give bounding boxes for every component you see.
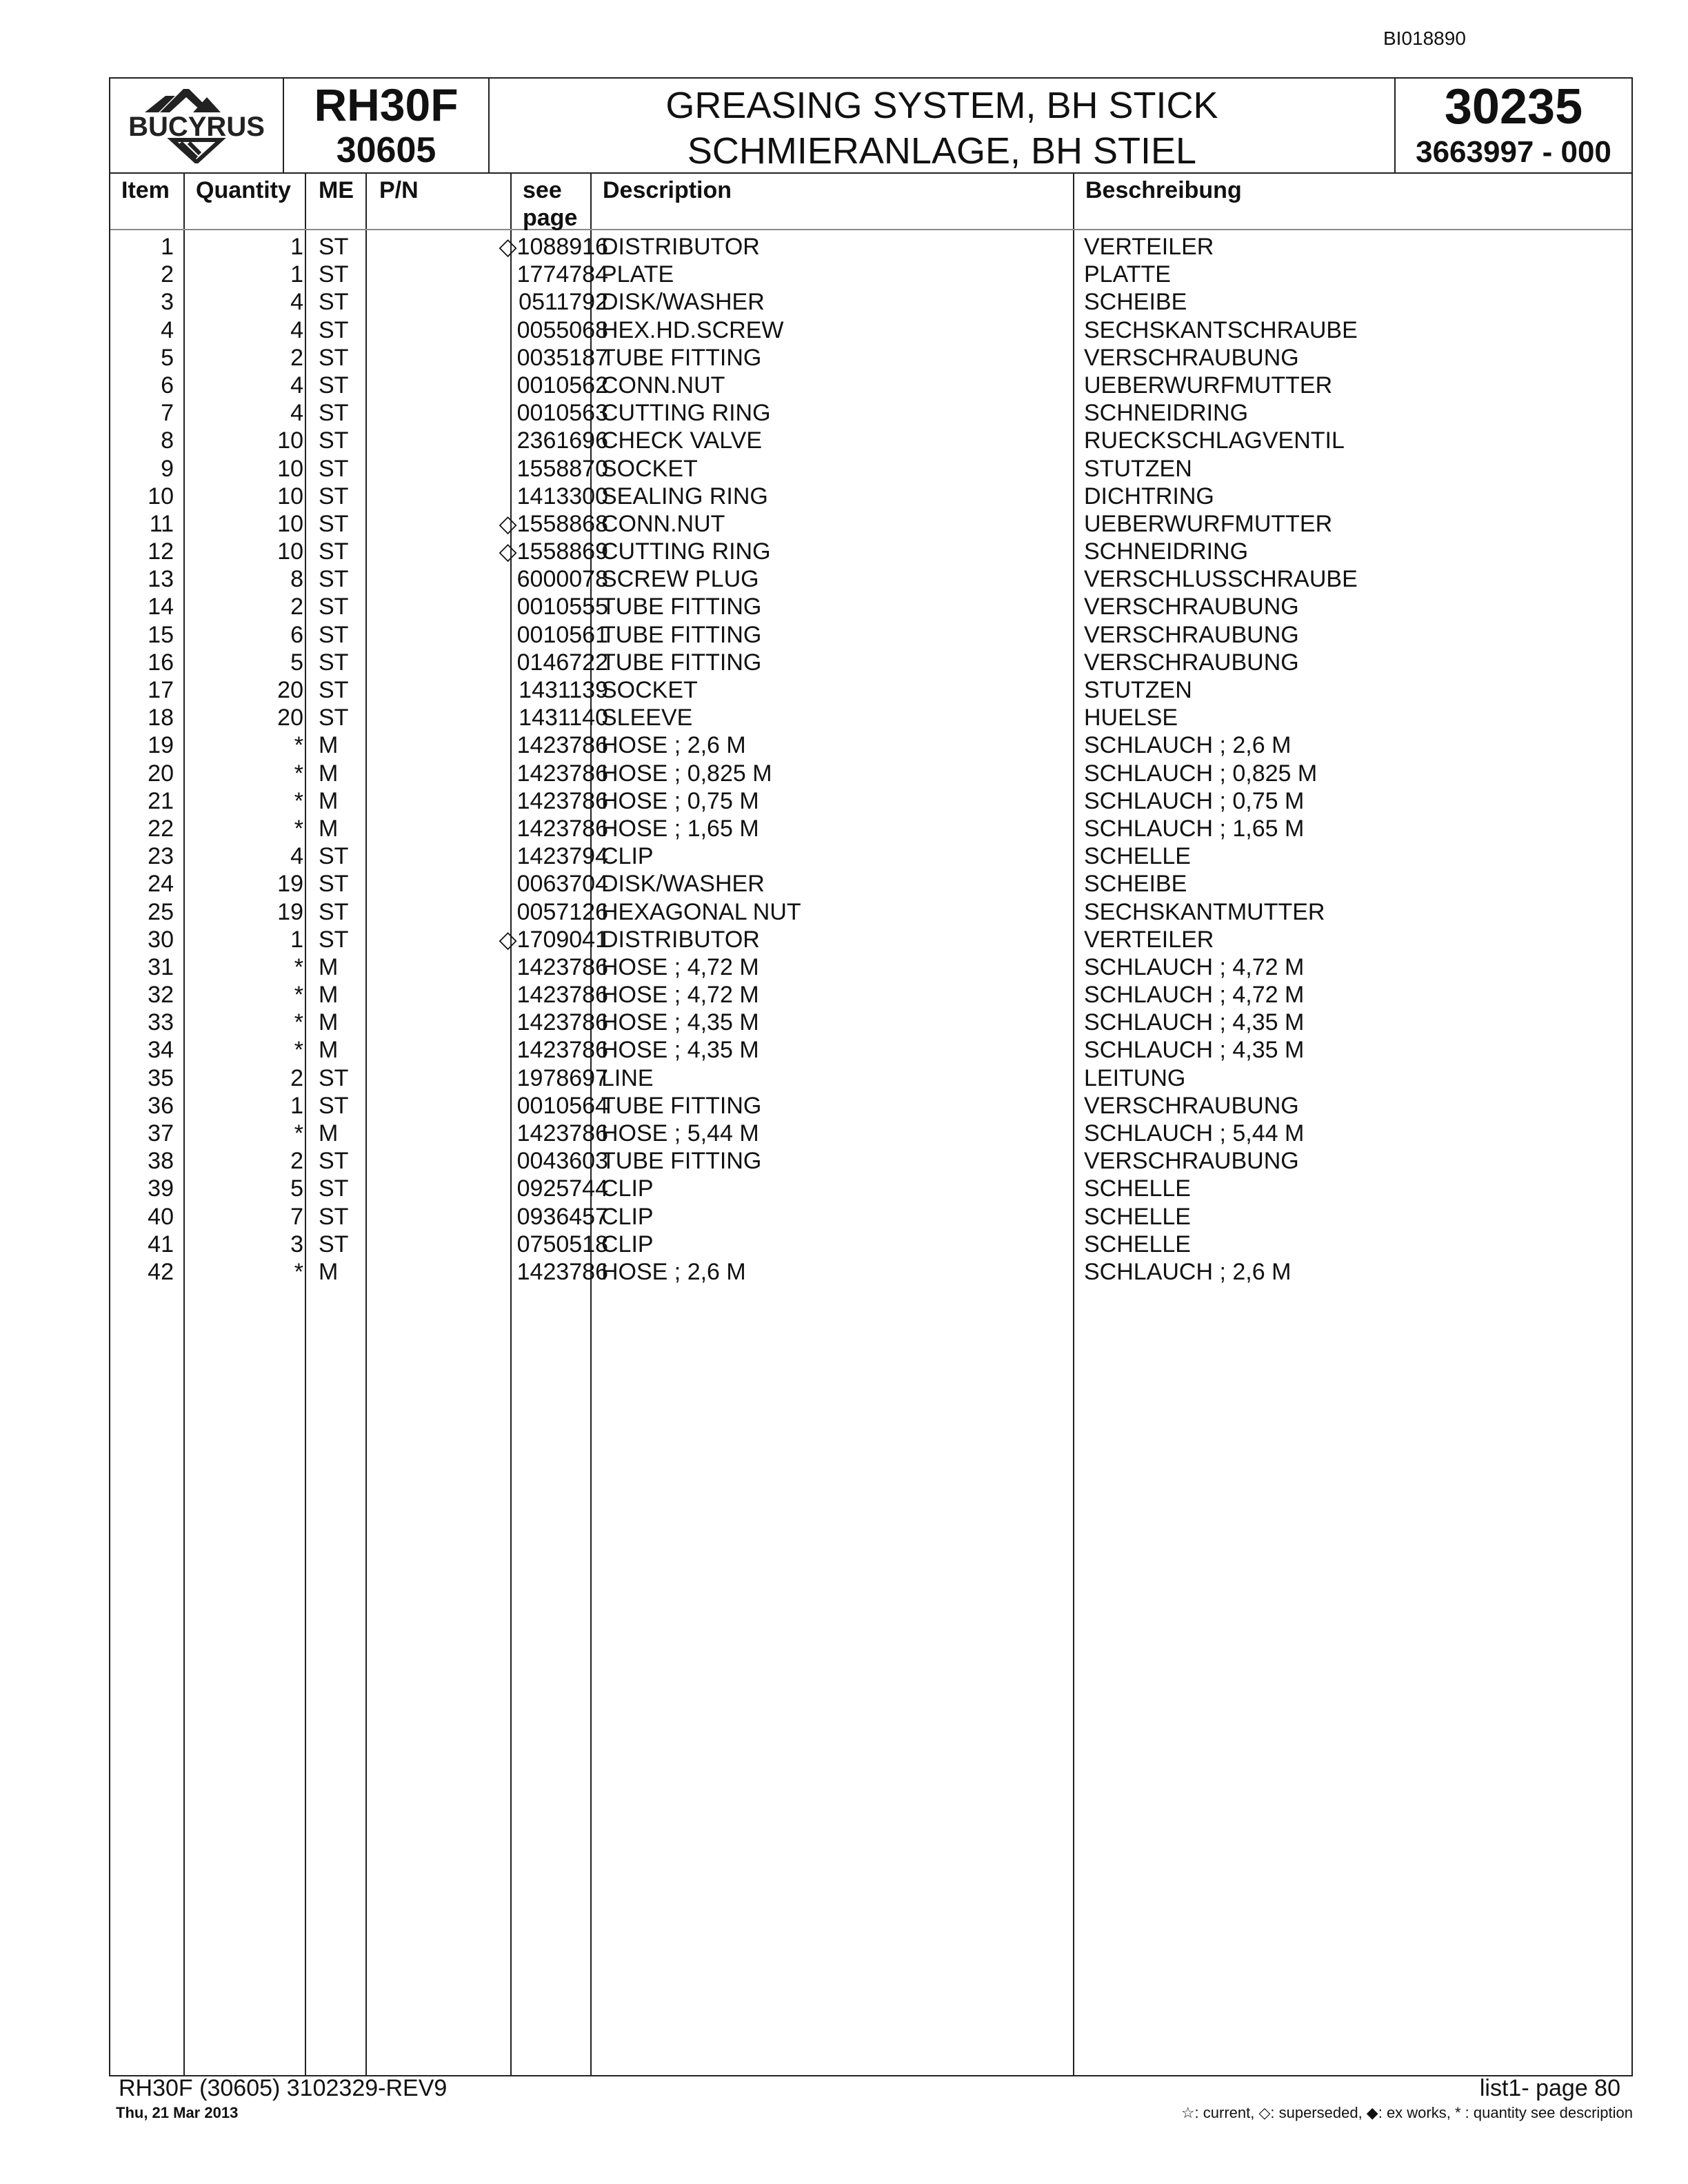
quantity-cell: 2 bbox=[290, 344, 303, 371]
quantity-cell: 2 bbox=[290, 594, 303, 620]
bucyrus-logo-icon bbox=[117, 88, 276, 163]
part-number-cell: 0010561 bbox=[516, 621, 608, 648]
part-number-cell: 2361696 bbox=[516, 427, 608, 454]
part-number-cell: 1413300 bbox=[516, 483, 608, 509]
item-cell: 16 bbox=[148, 649, 174, 676]
header-box bbox=[109, 77, 1633, 174]
table-row bbox=[110, 787, 1631, 815]
table-row bbox=[110, 1231, 1631, 1258]
quantity-cell: 4 bbox=[290, 316, 303, 343]
table-row bbox=[110, 399, 1631, 427]
item-cell: 2 bbox=[161, 261, 174, 288]
me-cell: M bbox=[319, 1009, 339, 1036]
quantity-cell: 6 bbox=[290, 621, 303, 648]
part-number-cell: 1774784 bbox=[516, 261, 608, 288]
quantity-cell: 4 bbox=[290, 843, 303, 870]
quantity-cell: * bbox=[294, 1120, 303, 1146]
beschreibung-cell: SCHLAUCH ; 4,72 M bbox=[1084, 953, 1305, 980]
table-row bbox=[110, 1147, 1631, 1175]
me-cell: M bbox=[319, 953, 339, 980]
footer-date: Thu, 21 Mar 2013 bbox=[116, 2104, 239, 2121]
description-cell: HOSE ; 4,72 M bbox=[601, 982, 759, 1009]
item-cell: 7 bbox=[161, 400, 174, 427]
quantity-cell: * bbox=[294, 953, 303, 980]
description-cell: DISK/WASHER bbox=[601, 871, 765, 898]
quantity-cell: 4 bbox=[290, 289, 303, 316]
me-cell: ST bbox=[319, 1092, 349, 1119]
beschreibung-cell: SCHLAUCH ; 1,65 M bbox=[1084, 815, 1305, 842]
part-number-cell: 0146722 bbox=[516, 649, 608, 676]
table-row bbox=[110, 1064, 1631, 1092]
beschreibung-cell: SCHEIBE bbox=[1084, 289, 1187, 316]
item-cell: 22 bbox=[148, 815, 174, 842]
column-header-see: see bbox=[523, 177, 562, 203]
group-number: 30235 bbox=[1444, 79, 1583, 134]
description-cell: HOSE ; 0,75 M bbox=[601, 787, 759, 814]
item-cell: 18 bbox=[148, 705, 174, 731]
description-cell: DISK/WASHER bbox=[601, 289, 765, 316]
quantity-cell: 20 bbox=[277, 705, 303, 731]
description-cell: CUTTING RING bbox=[601, 400, 771, 427]
table-row bbox=[110, 233, 1631, 261]
document-id: BI018890 bbox=[1383, 28, 1466, 49]
title-german: SCHMIERANLAGE, BH STIEL bbox=[687, 130, 1197, 172]
part-number-cell: 0063704 bbox=[516, 871, 608, 898]
item-cell: 11 bbox=[149, 510, 174, 537]
item-cell: 15 bbox=[148, 621, 174, 648]
me-cell: ST bbox=[319, 677, 349, 703]
description-cell: HEX.HD.SCREW bbox=[601, 316, 784, 343]
me-cell: ST bbox=[319, 594, 349, 620]
part-number-cell: 1423786 bbox=[516, 1120, 608, 1146]
table-row bbox=[110, 870, 1631, 898]
item-cell: 10 bbox=[148, 483, 174, 509]
beschreibung-cell: DICHTRING bbox=[1084, 483, 1214, 509]
table-row bbox=[110, 815, 1631, 842]
part-number-cell: 1978697 bbox=[516, 1064, 608, 1091]
model-number: 30605 bbox=[336, 130, 436, 170]
quantity-cell: 10 bbox=[277, 427, 303, 454]
me-cell: ST bbox=[319, 871, 349, 898]
me-cell: ST bbox=[319, 400, 349, 427]
table-row bbox=[110, 953, 1631, 981]
beschreibung-cell: SCHLAUCH ; 4,72 M bbox=[1084, 982, 1305, 1009]
beschreibung-cell: SCHNEIDRING bbox=[1084, 400, 1249, 427]
me-cell: ST bbox=[319, 926, 349, 953]
me-cell: ST bbox=[319, 455, 349, 482]
me-cell: ST bbox=[319, 261, 349, 288]
table-row bbox=[110, 565, 1631, 593]
part-number-cell: 1423786 bbox=[516, 1037, 608, 1064]
description-cell: HOSE ; 4,72 M bbox=[601, 953, 759, 980]
item-cell: 24 bbox=[148, 871, 174, 898]
beschreibung-cell: UEBERWURFMUTTER bbox=[1084, 510, 1333, 537]
column-header-see-page bbox=[523, 176, 577, 232]
table-row bbox=[110, 1092, 1631, 1120]
part-number-cell: 6000078 bbox=[516, 566, 608, 593]
quantity-cell: 19 bbox=[277, 871, 303, 898]
me-cell: ST bbox=[319, 649, 349, 676]
item-cell: 8 bbox=[161, 427, 174, 454]
quantity-cell: * bbox=[294, 1258, 303, 1285]
table-row bbox=[110, 649, 1631, 676]
table-row bbox=[110, 760, 1631, 787]
quantity-cell: * bbox=[294, 1009, 303, 1036]
me-cell: ST bbox=[319, 372, 349, 398]
item-cell: 1 bbox=[161, 234, 174, 260]
me-cell: ST bbox=[319, 234, 349, 260]
parts-table bbox=[109, 174, 1633, 2076]
beschreibung-cell: VERSCHRAUBUNG bbox=[1084, 1148, 1299, 1175]
me-cell: ST bbox=[319, 1203, 349, 1230]
description-cell: SEALING RING bbox=[601, 483, 768, 509]
part-number-cell: 1423786 bbox=[516, 953, 608, 980]
beschreibung-cell: VERTEILER bbox=[1084, 234, 1214, 260]
me-cell: ST bbox=[319, 1231, 349, 1257]
part-number-cell: 0925744 bbox=[516, 1175, 608, 1202]
table-row bbox=[110, 1120, 1631, 1147]
item-cell: 9 bbox=[161, 455, 174, 482]
part-number-cell: ◇1088916 bbox=[499, 234, 608, 260]
quantity-cell: * bbox=[294, 787, 303, 814]
table-row bbox=[110, 704, 1631, 731]
beschreibung-cell: VERSCHRAUBUNG bbox=[1084, 649, 1299, 676]
item-cell: 31 bbox=[148, 953, 174, 980]
beschreibung-cell: SCHLAUCH ; 2,6 M bbox=[1084, 1258, 1292, 1285]
description-cell: TUBE FITTING bbox=[601, 621, 762, 648]
description-cell: HOSE ; 1,65 M bbox=[601, 815, 759, 842]
description-cell: CLIP bbox=[601, 1203, 654, 1230]
item-cell: 39 bbox=[148, 1175, 174, 1202]
quantity-cell: 4 bbox=[290, 372, 303, 398]
quantity-cell: 8 bbox=[290, 566, 303, 593]
description-cell: CLIP bbox=[601, 1231, 654, 1257]
quantity-cell: 2 bbox=[290, 1064, 303, 1091]
title-block bbox=[490, 79, 1396, 172]
table-row bbox=[110, 427, 1631, 454]
description-cell: SLEEVE bbox=[601, 705, 693, 731]
beschreibung-cell: RUECKSCHLAGVENTIL bbox=[1084, 427, 1345, 454]
description-cell: CHECK VALVE bbox=[601, 427, 763, 454]
beschreibung-cell: STUTZEN bbox=[1084, 455, 1192, 482]
me-cell: M bbox=[319, 787, 339, 814]
item-cell: 23 bbox=[148, 843, 174, 870]
me-cell: ST bbox=[319, 1064, 349, 1091]
description-cell: HOSE ; 4,35 M bbox=[601, 1037, 759, 1064]
beschreibung-cell: VERSCHRAUBUNG bbox=[1084, 621, 1299, 648]
description-cell: DISTRIBUTOR bbox=[601, 234, 760, 260]
model-block bbox=[284, 79, 490, 172]
description-cell: CLIP bbox=[601, 843, 654, 870]
description-cell: CONN.NUT bbox=[601, 372, 725, 398]
table-row bbox=[110, 372, 1631, 399]
me-cell: ST bbox=[319, 566, 349, 593]
me-cell: ST bbox=[319, 427, 349, 454]
table-row bbox=[110, 1036, 1631, 1064]
me-cell: ST bbox=[319, 843, 349, 870]
me-cell: M bbox=[319, 982, 339, 1009]
table-row bbox=[110, 1175, 1631, 1202]
part-number-cell: ◇1558869 bbox=[499, 538, 608, 565]
logo-wordmark: BUCYRUS bbox=[128, 112, 265, 142]
quantity-cell: 5 bbox=[290, 649, 303, 676]
beschreibung-cell: SECHSKANTSCHRAUBE bbox=[1084, 316, 1358, 343]
item-cell: 40 bbox=[148, 1203, 174, 1230]
item-cell: 33 bbox=[148, 1009, 174, 1036]
title-english: GREASING SYSTEM, BH STICK bbox=[665, 85, 1218, 126]
description-cell: SCREW PLUG bbox=[601, 566, 759, 593]
item-cell: 13 bbox=[148, 566, 174, 593]
part-number-cell: 0010563 bbox=[516, 400, 608, 427]
item-cell: 4 bbox=[161, 316, 174, 343]
beschreibung-cell: LEITUNG bbox=[1084, 1064, 1186, 1091]
description-cell: HOSE ; 2,6 M bbox=[601, 1258, 746, 1285]
table-row bbox=[110, 510, 1631, 538]
beschreibung-cell: STUTZEN bbox=[1084, 677, 1192, 703]
item-cell: 30 bbox=[148, 926, 174, 953]
table-row bbox=[110, 538, 1631, 565]
description-cell: HOSE ; 5,44 M bbox=[601, 1120, 759, 1146]
table-row bbox=[110, 1203, 1631, 1231]
item-cell: 12 bbox=[148, 538, 174, 565]
table-row bbox=[110, 926, 1631, 953]
me-cell: ST bbox=[319, 705, 349, 731]
part-number-cell: 0043603 bbox=[516, 1148, 608, 1175]
table-row bbox=[110, 621, 1631, 649]
group-number-block bbox=[1396, 79, 1631, 172]
description-cell: TUBE FITTING bbox=[601, 594, 762, 620]
item-cell: 36 bbox=[148, 1092, 174, 1119]
table-row bbox=[110, 288, 1631, 316]
quantity-cell: 10 bbox=[277, 510, 303, 537]
table-row bbox=[110, 842, 1631, 870]
part-number-cell: 0936457 bbox=[516, 1203, 608, 1230]
item-cell: 32 bbox=[148, 982, 174, 1009]
part-number-cell: 1423786 bbox=[516, 982, 608, 1009]
table-row bbox=[110, 1009, 1631, 1036]
item-cell: 5 bbox=[161, 344, 174, 371]
quantity-cell: * bbox=[294, 1037, 303, 1064]
description-cell: CLIP bbox=[601, 1175, 654, 1202]
quantity-cell: * bbox=[294, 760, 303, 787]
beschreibung-cell: PLATTE bbox=[1084, 261, 1171, 288]
beschreibung-cell: SCHLAUCH ; 0,825 M bbox=[1084, 760, 1318, 787]
item-cell: 6 bbox=[161, 372, 174, 398]
beschreibung-cell: SCHELLE bbox=[1084, 1175, 1191, 1202]
beschreibung-cell: SCHLAUCH ; 0,75 M bbox=[1084, 787, 1305, 814]
beschreibung-cell: SCHLAUCH ; 4,35 M bbox=[1084, 1009, 1305, 1036]
me-cell: ST bbox=[319, 621, 349, 648]
me-cell: ST bbox=[319, 1175, 349, 1202]
quantity-cell: 4 bbox=[290, 400, 303, 427]
me-cell: ST bbox=[319, 1148, 349, 1175]
me-cell: ST bbox=[319, 483, 349, 509]
description-cell: LINE bbox=[601, 1064, 654, 1091]
column-header-item: Item bbox=[121, 177, 170, 203]
me-cell: ST bbox=[319, 289, 349, 316]
quantity-cell: 20 bbox=[277, 677, 303, 703]
table-row bbox=[110, 316, 1631, 344]
column-header-me: ME bbox=[319, 177, 354, 203]
item-cell: 17 bbox=[148, 677, 174, 703]
beschreibung-cell: SCHLAUCH ; 2,6 M bbox=[1084, 732, 1292, 759]
quantity-cell: 1 bbox=[290, 261, 303, 288]
part-number-cell: 0750518 bbox=[516, 1231, 608, 1257]
item-cell: 21 bbox=[148, 787, 174, 814]
beschreibung-cell: SCHNEIDRING bbox=[1084, 538, 1249, 565]
description-cell: HEXAGONAL NUT bbox=[601, 898, 801, 925]
description-cell: HOSE ; 0,825 M bbox=[601, 760, 772, 787]
part-number-cell: 1423786 bbox=[516, 787, 608, 814]
item-cell: 35 bbox=[148, 1064, 174, 1091]
me-cell: M bbox=[319, 1258, 339, 1285]
table-row bbox=[110, 593, 1631, 620]
description-cell: TUBE FITTING bbox=[601, 344, 762, 371]
quantity-cell: * bbox=[294, 815, 303, 842]
description-cell: TUBE FITTING bbox=[601, 1148, 762, 1175]
quantity-cell: 10 bbox=[277, 483, 303, 509]
beschreibung-cell: SCHLAUCH ; 5,44 M bbox=[1084, 1120, 1305, 1146]
description-cell: PLATE bbox=[601, 261, 674, 288]
me-cell: M bbox=[319, 1037, 339, 1064]
item-cell: 42 bbox=[148, 1258, 174, 1285]
description-cell: CUTTING RING bbox=[601, 538, 771, 565]
description-cell: DISTRIBUTOR bbox=[601, 926, 760, 953]
table-row bbox=[110, 1258, 1631, 1286]
quantity-cell: 2 bbox=[290, 1148, 303, 1175]
beschreibung-cell: SCHELLE bbox=[1084, 1203, 1191, 1230]
description-cell: HOSE ; 2,6 M bbox=[601, 732, 746, 759]
me-cell: M bbox=[319, 815, 339, 842]
part-number-cell: 0055068 bbox=[516, 316, 608, 343]
part-number-cell: 1423786 bbox=[516, 815, 608, 842]
table-row bbox=[110, 261, 1631, 288]
beschreibung-cell: VERTEILER bbox=[1084, 926, 1214, 953]
description-cell: TUBE FITTING bbox=[601, 1092, 762, 1119]
quantity-cell: 5 bbox=[290, 1175, 303, 1202]
beschreibung-cell: SECHSKANTMUTTER bbox=[1084, 898, 1325, 925]
footer-page-number: list1- page 80 bbox=[1479, 2075, 1620, 2101]
part-number-cell: 0057126 bbox=[516, 898, 608, 925]
drawing-number: 3663997 - 000 bbox=[1416, 135, 1611, 169]
column-header-beschreibung: Beschreibung bbox=[1085, 177, 1242, 203]
part-number-cell: 1423794 bbox=[516, 843, 608, 870]
column-header-page: page bbox=[523, 205, 578, 231]
me-cell: ST bbox=[319, 510, 349, 537]
quantity-cell: 7 bbox=[290, 1203, 303, 1230]
beschreibung-cell: SCHELLE bbox=[1084, 1231, 1191, 1257]
item-cell: 38 bbox=[148, 1148, 174, 1175]
me-cell: ST bbox=[319, 538, 349, 565]
me-cell: ST bbox=[319, 316, 349, 343]
model-name: RH30F bbox=[314, 79, 459, 130]
quantity-cell: 1 bbox=[290, 926, 303, 953]
table-row bbox=[110, 676, 1631, 704]
part-number-cell: 0010555 bbox=[516, 594, 608, 620]
quantity-cell: 10 bbox=[277, 538, 303, 565]
part-number-cell: 1423786 bbox=[516, 760, 608, 787]
part-number-cell: 1558870 bbox=[516, 455, 608, 482]
item-cell: 34 bbox=[148, 1037, 174, 1064]
quantity-cell: 19 bbox=[277, 898, 303, 925]
beschreibung-cell: SCHLAUCH ; 4,35 M bbox=[1084, 1037, 1305, 1064]
table-row bbox=[110, 898, 1631, 926]
part-number-cell: 0511792 bbox=[519, 289, 608, 316]
bucyrus-logo bbox=[110, 79, 284, 172]
part-number-cell: 0035187 bbox=[516, 344, 608, 371]
description-cell: SOCKET bbox=[601, 455, 698, 482]
column-header-description: Description bbox=[603, 177, 732, 203]
beschreibung-cell: SCHEIBE bbox=[1084, 871, 1187, 898]
footer-document-ref: RH30F (30605) 3102329-REV9 bbox=[119, 2075, 448, 2101]
quantity-cell: * bbox=[294, 982, 303, 1009]
part-number-cell: ◇1558868 bbox=[499, 510, 608, 537]
quantity-cell: 1 bbox=[290, 234, 303, 260]
item-cell: 41 bbox=[148, 1231, 174, 1257]
item-cell: 19 bbox=[148, 732, 174, 759]
table-row bbox=[110, 455, 1631, 483]
column-header-quantity: Quantity bbox=[196, 177, 291, 203]
me-cell: M bbox=[319, 732, 339, 759]
table-row bbox=[110, 981, 1631, 1009]
item-cell: 14 bbox=[148, 594, 174, 620]
beschreibung-cell: SCHELLE bbox=[1084, 843, 1191, 870]
part-number-cell: 1423786 bbox=[516, 1009, 608, 1036]
me-cell: ST bbox=[319, 344, 349, 371]
beschreibung-cell: VERSCHRAUBUNG bbox=[1084, 594, 1299, 620]
description-cell: HOSE ; 4,35 M bbox=[601, 1009, 759, 1036]
description-cell: CONN.NUT bbox=[601, 510, 725, 537]
part-number-cell: ◇1709041 bbox=[499, 926, 608, 953]
beschreibung-cell: UEBERWURFMUTTER bbox=[1084, 372, 1333, 398]
item-cell: 25 bbox=[148, 898, 174, 925]
part-number-cell: 0010564 bbox=[516, 1092, 608, 1119]
part-number-cell: 1431140 bbox=[519, 705, 608, 731]
part-number-cell: 1423786 bbox=[516, 1258, 608, 1285]
description-cell: SOCKET bbox=[601, 677, 698, 703]
table-row bbox=[110, 344, 1631, 372]
beschreibung-cell: VERSCHRAUBUNG bbox=[1084, 344, 1299, 371]
me-cell: ST bbox=[319, 898, 349, 925]
quantity-cell: * bbox=[294, 732, 303, 759]
description-cell: TUBE FITTING bbox=[601, 649, 762, 676]
quantity-cell: 10 bbox=[277, 455, 303, 482]
quantity-cell: 1 bbox=[290, 1092, 303, 1119]
item-cell: 20 bbox=[148, 760, 174, 787]
part-number-cell: 1423786 bbox=[516, 732, 608, 759]
me-cell: M bbox=[319, 1120, 339, 1146]
table-row bbox=[110, 731, 1631, 759]
item-cell: 3 bbox=[161, 289, 174, 316]
beschreibung-cell: HUELSE bbox=[1084, 705, 1178, 731]
part-number-cell: 0010562 bbox=[516, 372, 608, 398]
item-cell: 37 bbox=[148, 1120, 174, 1146]
quantity-cell: 3 bbox=[290, 1231, 303, 1257]
me-cell: M bbox=[319, 760, 339, 787]
header-rule bbox=[110, 229, 1631, 230]
column-header-pn: P/N bbox=[379, 177, 419, 203]
beschreibung-cell: VERSCHRAUBUNG bbox=[1084, 1092, 1299, 1119]
table-row bbox=[110, 483, 1631, 510]
beschreibung-cell: VERSCHLUSSCHRAUBE bbox=[1084, 566, 1358, 593]
footer-legend: ☆: current, ◇: superseded, ◆: ex works, * : quantity see description bbox=[1180, 2104, 1633, 2121]
table-body bbox=[110, 233, 1631, 1286]
part-number-cell: 1431139 bbox=[519, 677, 608, 703]
